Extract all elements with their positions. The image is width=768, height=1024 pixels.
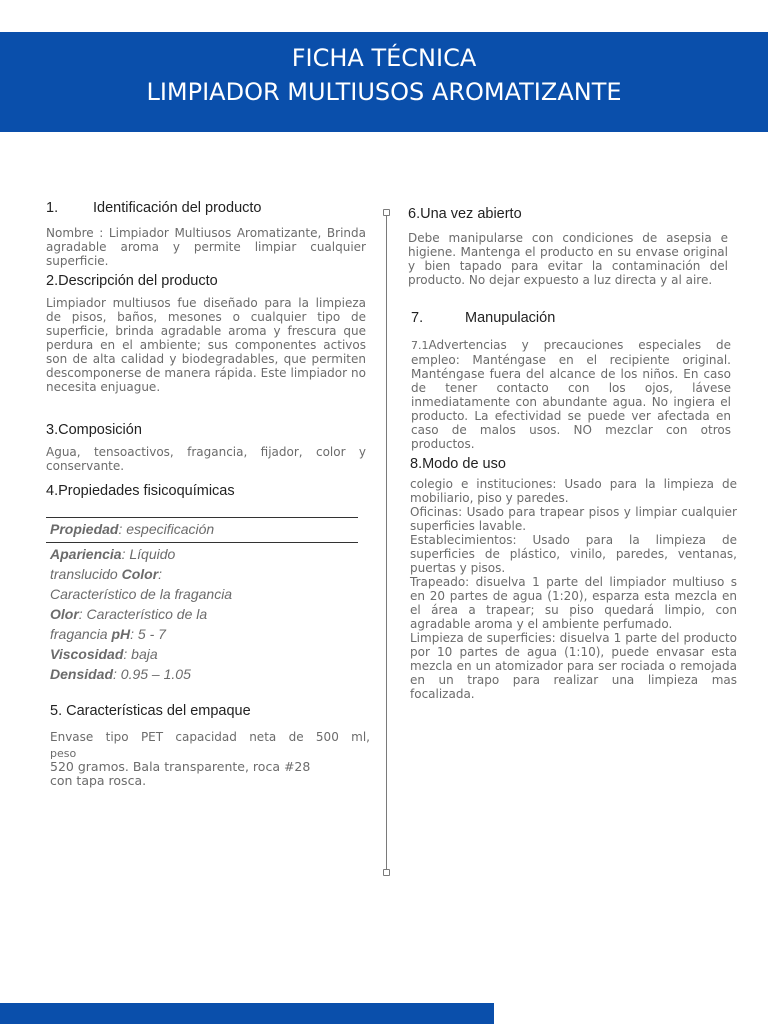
section-3-text: Agua, tensoactivos, fragancia, fijador, color y conservante. bbox=[46, 445, 366, 473]
section-1 bbox=[46, 200, 366, 268]
section-7 bbox=[411, 310, 731, 451]
section-7-text bbox=[411, 338, 731, 451]
property-row bbox=[50, 604, 358, 624]
property-key: Apariencia bbox=[50, 546, 122, 562]
property-key: Viscosidad bbox=[50, 646, 124, 662]
footer-bar bbox=[0, 1003, 494, 1024]
section-6 bbox=[408, 206, 728, 287]
table-top-rule bbox=[46, 517, 358, 518]
section-3 bbox=[46, 422, 366, 473]
section-2-title: 2.Descripción del producto bbox=[46, 273, 218, 289]
section-1-title: Identificación del producto bbox=[93, 200, 262, 216]
property-row bbox=[50, 624, 358, 644]
property-value: : Líquido bbox=[121, 546, 176, 562]
section-5-line: peso bbox=[50, 747, 77, 760]
section-4-title: 4.Propiedades fisicoquímicas bbox=[46, 483, 235, 499]
property-value: : baja bbox=[123, 646, 158, 662]
property-row bbox=[50, 564, 358, 584]
property-text: fragancia bbox=[50, 626, 112, 642]
property-value: : 0.95 – 1.05 bbox=[113, 666, 191, 682]
property-key: Olor bbox=[50, 606, 79, 622]
section-1-text: Nombre : Limpiador Multiusos Aromatizante, Brinda agradable aroma y permite limpiar cualquier superficie. bbox=[46, 226, 366, 268]
section-7-body: Advertencias y precauciones especiales de empleo: Manténgase en el recipiente original. Manténgase fuera del alcance de los niños. En caso de tener contacto con los ojos, lávese inmediatamente con abundante agua. No ingiera el producto. La efectividad se puede ver afectada en caso de malos usos. NO mezclar con otros productos. bbox=[411, 338, 731, 451]
property-key: Color bbox=[121, 566, 159, 582]
column-divider bbox=[386, 211, 387, 872]
properties-table bbox=[46, 517, 358, 684]
usage-paragraph: Limpieza de superficies: disuelva 1 parte del producto por 10 partes de agua (1:10), puede envasar esta mezcla en un atomizador para ser rociada o remojada en un trapo para realizar una limpieza mas focalizada. bbox=[410, 631, 737, 701]
section-7-sub-number: 7.1 bbox=[411, 339, 429, 352]
section-4 bbox=[46, 483, 366, 499]
property-value: : Característico de la bbox=[78, 606, 208, 622]
section-5-text bbox=[50, 730, 370, 788]
divider-bottom-cap bbox=[383, 869, 390, 876]
section-6-text: Debe manipularse con condiciones de asepsia e higiene. Mantenga el producto en su envase original y bien tapado para evitar la contaminación del producto. No dejar expuesto a luz directa y al aire. bbox=[408, 231, 728, 287]
table-header-rule bbox=[46, 542, 358, 543]
section-5-line: con tapa rosca. bbox=[50, 773, 147, 788]
section-7-title: Manupulación bbox=[465, 310, 556, 326]
section-5-title: 5. Características del empaque bbox=[50, 703, 251, 719]
property-value: : bbox=[158, 566, 163, 582]
section-1-heading bbox=[46, 200, 366, 218]
usage-paragraph: Oficinas: Usado para trapear pisos y limpiar cualquier superficies lavable. bbox=[410, 505, 737, 533]
section-2-text: Limpiador multiusos fue diseñado para la limpieza de pisos, baños, mesones o cualquier tipo de superficie, brinda agradable aroma y frescura que perdura en el ambiente; sus componentes activos son de alta calidad y biodegradables, que permiten descomponerse de manera rápida. Este limpiador no necesita enjuague. bbox=[46, 296, 366, 394]
property-row bbox=[50, 664, 358, 684]
property-text: Característico de la fragancia bbox=[50, 586, 233, 602]
header-title: FICHA TÉCNICA bbox=[291, 44, 477, 72]
section-5-line: Envase tipo PET capacidad neta de 500 ml, bbox=[50, 730, 370, 744]
table-header-value: : especificación bbox=[118, 521, 215, 537]
section-7-number: 7. bbox=[411, 310, 424, 326]
property-row bbox=[50, 584, 358, 604]
usage-paragraph: colegio e instituciones: Usado para la limpieza de mobiliario, piso y paredes. bbox=[410, 477, 737, 505]
table-header-row bbox=[50, 519, 358, 539]
section-5-line: 520 gramos. Bala transparente, roca #28 bbox=[50, 759, 311, 774]
section-8-title: 8.Modo de uso bbox=[410, 456, 506, 472]
property-row bbox=[50, 544, 358, 564]
usage-paragraph: Trapeado: disuelva 1 parte del limpiador multiuso s en 20 partes de agua (1:20), esparza esta mezcla en el área a trapear; su piso quedará limpio, con agradable aroma y el ambiente perfumado. bbox=[410, 575, 737, 631]
section-1-number: 1. bbox=[46, 200, 59, 216]
property-key: pH bbox=[111, 626, 131, 642]
section-2 bbox=[46, 273, 366, 394]
property-value: : 5 - 7 bbox=[130, 626, 166, 642]
divider-top-cap bbox=[383, 209, 390, 216]
section-3-title: 3.Composición bbox=[46, 422, 142, 438]
section-6-title: 6.Una vez abierto bbox=[408, 206, 522, 222]
section-7-heading bbox=[411, 310, 731, 328]
property-text: translucido bbox=[50, 566, 122, 582]
property-key: Densidad bbox=[50, 666, 114, 682]
section-8-text bbox=[410, 477, 737, 701]
table-header-key: Propiedad bbox=[50, 521, 119, 537]
property-row bbox=[50, 644, 358, 664]
section-5 bbox=[50, 703, 370, 788]
header-product-name: LIMPIADOR MULTIUSOS AROMATIZANTE bbox=[146, 78, 622, 106]
document-header bbox=[0, 32, 768, 132]
usage-paragraph: Establecimientos: Usado para la limpieza de superficies de plástico, vinilo, paredes, ventanas, puertas y pisos. bbox=[410, 533, 737, 575]
section-8 bbox=[410, 456, 737, 701]
